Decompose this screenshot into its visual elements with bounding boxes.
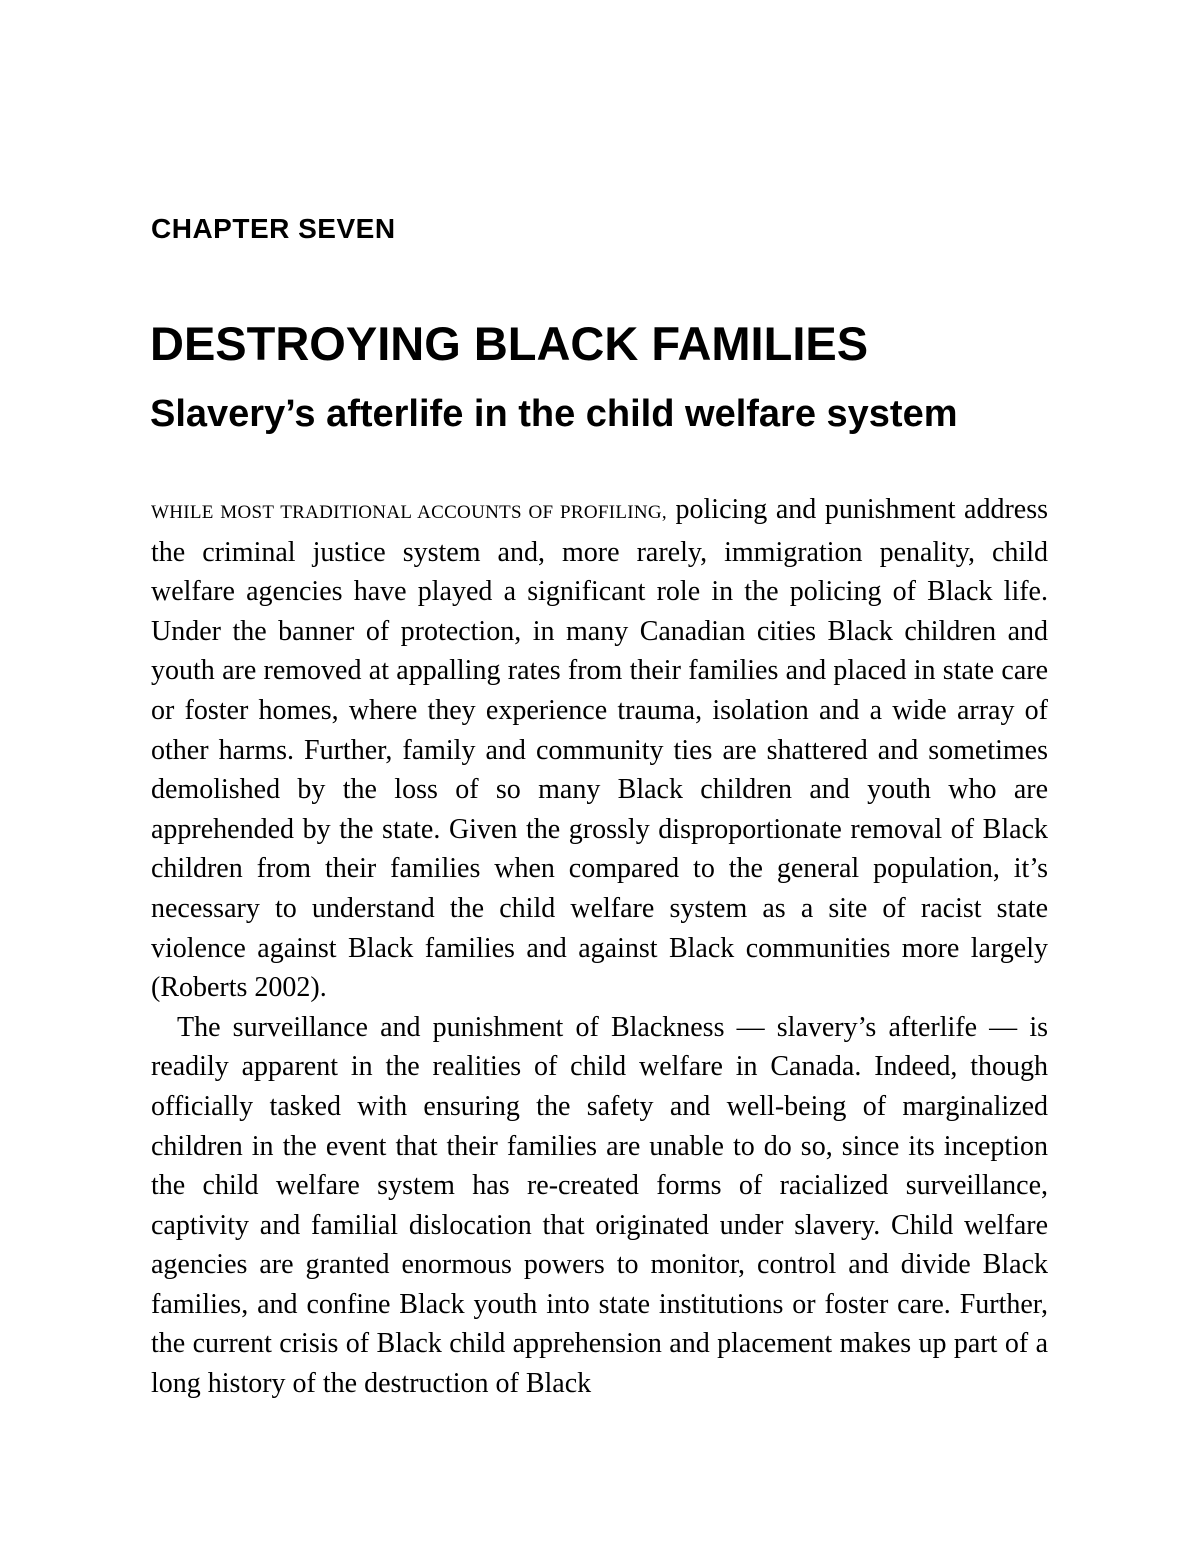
chapter-subtitle: Slavery’s afterlife in the child welfare system bbox=[150, 393, 958, 435]
paragraph-lead-small-caps: WHILE MOST TRADITIONAL ACCOUNTS OF PROFILING, bbox=[151, 502, 667, 523]
chapter-title: DESTROYING BLACK FAMILIES bbox=[150, 317, 869, 370]
paragraph-2: The surveillance and punishment of Blackness — slavery’s afterlife — is readily apparent in the realities of child welfare in Canada. Indeed, though officially tasked with ensuring the safety and well-being of marginalized children in the event that their families are unable to do so, since its inception the child welfare system has re-created forms of racialized surveillance, captivity and familial dislocation that originated under slavery. Child welfare agencies are granted enormous powers to monitor, control and divide Black families, and confine Black youth into state institutions or foster care. Further, the current crisis of Black child apprehension and placement makes up part of a long history of the destruction of Black bbox=[151, 1011, 1048, 1400]
paragraph-1-text: policing and punishment address the criminal justice system and, more rarely, immigration penality, child welfare agencies have played a significant role in the policing of Black life. Under the banner of protection, in many Canadian cities Black children and youth are removed at appalling rates from their families and placed in state care or foster homes, where they experience trauma, isolation and a wide array of other harms. Further, family and community ties are shattered and sometimes demolished by the loss of so many Black children and youth who are apprehended by the state. Given the grossly disproportionate removal of Black children from their families when compared to the general population, it’s necessary to understand the child welfare system as a site of racist state violence against Black families and against Black communities more largely (Roberts 2002). bbox=[151, 494, 1048, 1004]
chapter-body bbox=[151, 490, 1048, 1404]
chapter-label: CHAPTER SEVEN bbox=[151, 213, 396, 244]
paragraph-1 bbox=[151, 490, 1048, 1008]
